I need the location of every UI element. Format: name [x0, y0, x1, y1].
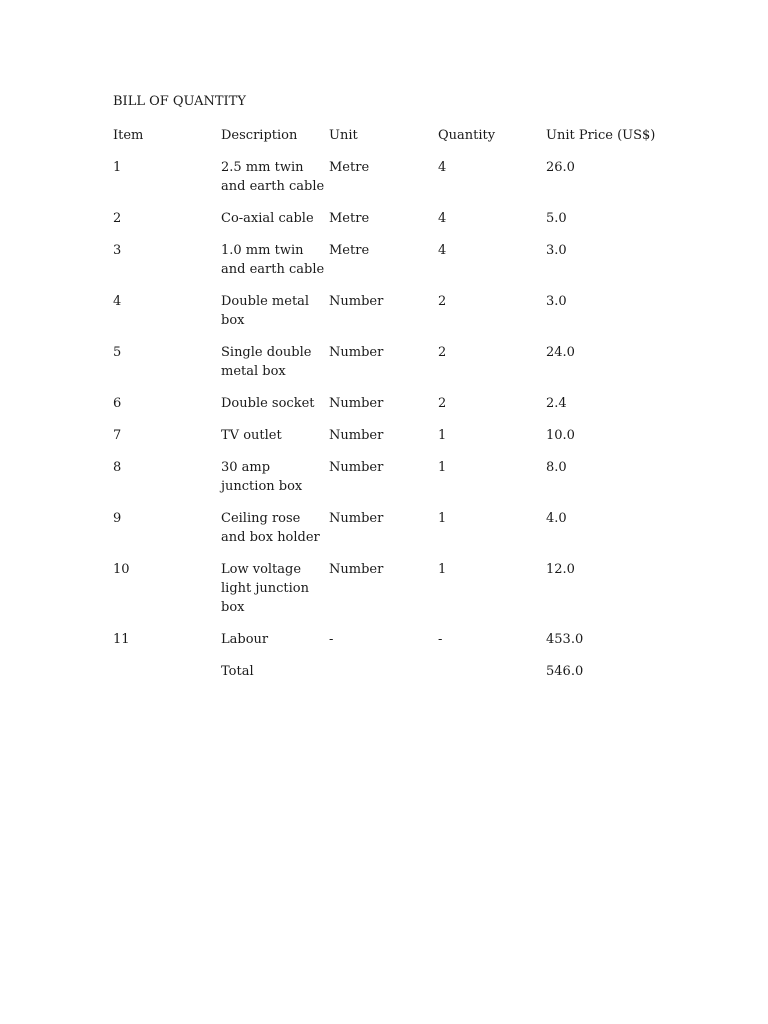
row-quantity: -	[438, 632, 443, 647]
row-item-number: 8	[113, 460, 122, 475]
row-unit: Metre	[329, 160, 370, 175]
row-description: Labour	[221, 632, 269, 647]
row-item-number: 7	[113, 428, 122, 443]
row-unit: Number	[329, 511, 384, 526]
row-item-number: 5	[113, 345, 122, 360]
row-unit: Number	[329, 396, 384, 411]
header-quantity: Quantity	[438, 128, 496, 143]
row-unit-price: 453.0	[546, 632, 584, 647]
row-quantity: 4	[438, 243, 447, 258]
row-item-number: 1	[113, 160, 122, 175]
row-item-number: 3	[113, 243, 122, 258]
row-unit: Metre	[329, 211, 370, 226]
row-quantity: 1	[438, 460, 447, 475]
table-row	[113, 394, 658, 413]
row-quantity: 4	[438, 211, 447, 226]
row-description: 2.5 mm twin and earth cable	[221, 160, 325, 194]
table-header-row	[113, 126, 658, 145]
row-item-number: 10	[113, 562, 130, 577]
row-item-number: 9	[113, 511, 122, 526]
table-row	[113, 509, 658, 547]
row-item-number: 4	[113, 294, 122, 309]
row-unit: -	[329, 632, 334, 647]
table-row	[113, 241, 658, 279]
row-description: Low voltage light junction box	[221, 562, 310, 615]
row-unit-price: 4.0	[546, 511, 567, 526]
row-quantity: 2	[438, 294, 447, 309]
row-quantity: 2	[438, 345, 447, 360]
table-row	[113, 292, 658, 330]
header-unit-price: Unit Price (US$)	[546, 128, 656, 143]
row-description: Ceiling rose and box holder	[221, 511, 320, 545]
header-description: Description	[221, 128, 298, 143]
row-unit: Number	[329, 294, 384, 309]
table-row	[113, 209, 658, 228]
row-unit-price: 5.0	[546, 211, 567, 226]
total-label: Total	[221, 664, 254, 679]
row-unit-price: 3.0	[546, 294, 567, 309]
row-unit-price: 2.4	[546, 396, 567, 411]
row-unit: Number	[329, 345, 384, 360]
row-unit-price: 26.0	[546, 160, 575, 175]
row-description: TV outlet	[221, 428, 282, 443]
row-unit: Number	[329, 460, 384, 475]
row-description: 30 amp junction box	[221, 460, 303, 494]
row-description: Double socket	[221, 396, 315, 411]
row-quantity: 1	[438, 511, 447, 526]
header-item: Item	[113, 128, 144, 143]
table-row	[113, 560, 658, 617]
table-row	[113, 458, 658, 496]
row-description: 1.0 mm twin and earth cable	[221, 243, 325, 277]
total-row	[113, 662, 658, 681]
row-unit: Number	[329, 428, 384, 443]
row-quantity: 2	[438, 396, 447, 411]
total-value: 546.0	[546, 664, 584, 679]
row-quantity: 4	[438, 160, 447, 175]
row-unit-price: 12.0	[546, 562, 575, 577]
row-item-number: 6	[113, 396, 122, 411]
table-body	[113, 158, 658, 649]
row-unit-price: 10.0	[546, 428, 575, 443]
row-unit: Metre	[329, 243, 370, 258]
row-unit-price: 8.0	[546, 460, 567, 475]
row-quantity: 1	[438, 428, 447, 443]
table-row	[113, 158, 658, 196]
row-description: Single double metal box	[221, 345, 312, 379]
bill-of-quantity-table	[113, 126, 658, 694]
table-row	[113, 343, 658, 381]
row-unit-price: 3.0	[546, 243, 567, 258]
row-description: Double metal box	[221, 294, 310, 328]
header-unit: Unit	[329, 128, 358, 143]
row-unit-price: 24.0	[546, 345, 575, 360]
row-description: Co-axial cable	[221, 211, 314, 226]
table-row	[113, 426, 658, 445]
document-title: BILL OF QUANTITY	[113, 94, 246, 109]
table-row	[113, 630, 658, 649]
row-quantity: 1	[438, 562, 447, 577]
row-item-number: 2	[113, 211, 122, 226]
row-unit: Number	[329, 562, 384, 577]
row-item-number: 11	[113, 632, 130, 647]
